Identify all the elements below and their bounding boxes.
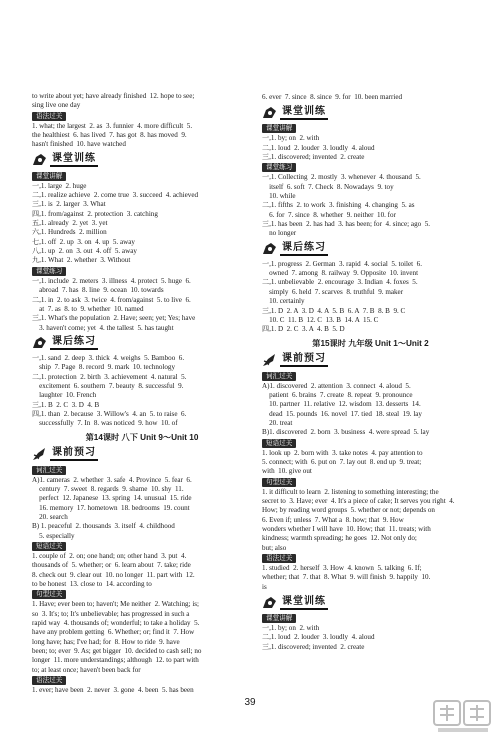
section-tag: 课堂讲解: [32, 172, 66, 181]
rocket-icon: [262, 353, 278, 367]
vocab-answers: A)1. cameras 2. whether 3. safe 4. Province 5. fear 6. century 7. sweet 8. regards 9. shame 10. shy 11. perfect 12. Japanese 13. spring 14. unusual 15. ride 16. memory 17. hometown 18. bedrooms 19. count 20. search B) 1. peaceful 2. thousands 3. itself 4. childhood 5. especially: [32, 475, 192, 540]
section-tag: 课堂讲解: [262, 124, 296, 133]
grammar-answers: 1. studied 2. herself 3. How 4. known 5. talking 6. If; whether; that 7. that 8. What 9. will finish 9. happily 10. is: [262, 564, 431, 591]
section-banner: [262, 104, 479, 121]
section-banner: [262, 594, 479, 611]
pencil-icon: [262, 242, 278, 256]
section-banner: [262, 352, 479, 369]
section-tag: 短语过关: [32, 542, 66, 551]
pencil-icon: [32, 153, 48, 167]
section-banner: [32, 335, 252, 352]
banner-title: 课堂训练: [280, 596, 328, 610]
left-top-text: to write about yet; have already finished 12. hope to see; sing live one day: [32, 92, 195, 110]
section-tag: 词汇过关: [32, 466, 66, 475]
section-tag: 课堂练习: [32, 267, 66, 276]
homework-answers: 一,1. progress 2. German 3. rapid 4. social 5. toilet 6. owned 7. among 8. railway 9. Opposite 10. invent 二,1. unbelievable 2. encourage 3. Indian 4. foxes 5. simply 6. held 7. scarves 8. truthful 9. maker 10. certainly 三,1. D 2. A 3. D 4. A 5. B 6. A 7. B 8. B 9. C 10. C 11. B 12. C 13. B 14. A 15. C 四,1. D 2. C 3. A 4. B 5. D: [262, 259, 422, 334]
phrase-answers: 1. couple of 2. on; one hand; on; other hand 3. put 4. thousands of 5. whether; or 6. learn about 7. take; ride 8. check out 9. clear out 10. no longer 11. part with 12. to be honest 13. close to 14. according to: [32, 552, 195, 589]
banner-title: 课前预习: [280, 353, 328, 367]
section-tag: 语法过关: [32, 676, 66, 685]
banner-title: 课前预习: [50, 447, 98, 461]
homework-answers: 一,1. sand 2. deep 3. thick 4. weighs 5. Bamboo 6. ship 7. Page 8. record 9. mark 10. technology 二,1. protection 2. birth 3. achievement 4. natural 5. excitement 6. southern 7. beauty 8. successful 9. laughter 10. French 三,1. B 2. C 3. D 4. B 四,1. than 2. because 3. Willow's 4. an 5. to raise 6. successfully 7. In 8. was noticed 9. how 10. of: [32, 353, 187, 428]
grammar-answers: 1. ever; have been 2. never 3. gone 4. been 5. has been: [32, 686, 194, 695]
phrase-answers: 1. look up 2. born with 3. take notes 4. pay attention to 5. connect; with 6. put on 7. lay out 8. end up 9. treat; with 10. give out: [262, 448, 423, 476]
section-banner: [32, 152, 252, 169]
section-tag: 课堂讲解: [262, 614, 296, 623]
banner-title: 课堂训练: [50, 153, 98, 167]
section-tag: 句型过关: [262, 478, 296, 487]
pencil-icon: [262, 596, 278, 610]
banner-title: 课堂训练: [280, 106, 328, 120]
lesson-title: 第15课时 九年级 Unit 1～Unit 2: [312, 338, 429, 348]
practice-answers: 一,1. Collecting 2. mostly 3. whenever 4. thousand 5. itself 6. soft 7. Check 8. Nowadays 9. toy 10. while 二,1. fifths 2. to work 3. finishing 4. changing 5. as 6. for 7. since 8. whether 9. neither 10. for 三,1. has been 2. has had 3. has been; for 4. since; ago 5. no longer: [262, 173, 431, 238]
banner-title: 课后练习: [280, 242, 328, 256]
section-tag: 课堂练习: [262, 163, 296, 172]
left-column: [32, 92, 252, 696]
sentence-answers: 1. it difficult to learn 2. listening to something interesting; the secret to 3. Have; ever 4. It's a piece of cake; It serves you right 4. How; by reading word groups 5. whether or not; depends on 6. Even if; unless 7. What a 8. how; that 9. How wonders whether I will have 10. How; that 11. treats; with kindness; warmth spreading; he goes 12. Not only do; but; also: [262, 487, 455, 552]
pencil-icon: [262, 106, 278, 120]
right-top-text: 6. ever 7. since 8. since 9. for 10. been married: [262, 93, 403, 101]
section-banner: [262, 241, 479, 258]
explain-answers: 一,1. large 2. huge 二,1. realize achieve 2. come true 3. succeed 4. achieved 三,1. is 2. larger 3. What 四,1. from/against 2. protection 3. catching 五,1. already 2. yet 3. yet 六,1. Hundreds 2. million 七,1. off 2. up 3. on 4. up 5. away 八,1. up 2. on 3. out 4. off 5. away 九,1. What 2. whether 3. Without: [32, 181, 199, 265]
section-tag: 句型过关: [32, 590, 66, 599]
explain-answers: 一,1. by; on 2. with 二,1. loud 2. louder 3. loudly 4. aloud 三,1. discovered; invented 2. create: [262, 134, 375, 162]
section-banner: [32, 446, 252, 463]
grammar-answers: 1. what; the largest 2. as 3. funnier 4. more difficult 5. the healthiest 6. has lived 7. has got 8. has moved 9. hasn't finished 10. have watched: [32, 121, 193, 149]
page-number: 39: [244, 697, 256, 708]
rocket-icon: [32, 447, 48, 461]
section-tag: 词汇过关: [262, 372, 296, 381]
section-tag: 语法过关: [32, 112, 66, 121]
watermark-logo: [432, 695, 494, 735]
sentence-answers: 1. Have; ever been to; haven't; Me neither 2. Watching; is; so 3. It's; to; It's unbelievable; has progressed in such a rapid way 4. thousands of; wonderful; to take a holiday 5. have any problem getting 6. Whether; or; find it 7. How long have; has; I've had; for 8. How to ride 9. have been; to; ever 9. As; get bigger 10. decided to cash sell; no longer 11. more understandings; although 12. to part with to; at least once; haven't been back for: [32, 600, 202, 674]
right-column: [262, 93, 479, 652]
section-tag: 语法过关: [262, 554, 296, 563]
explain-answers: 一,1. by; on 2. with 二,1. loud 2. louder 3. loudly 4. aloud 三,1. discovered; invented 2. create: [262, 624, 375, 651]
vocab-answers: A)1. discovered 2. attention 3. connect 4. aloud 5. patient 6. brains 7. create 8. repeat 9. pronounce 10. partner 11. relative 12. wisdom 13. desserts 14. dead 15. pounds 16. novel 17. tied 18. steal 19. lay 20. treat B)1. discovered 2. born 3. business 4. were spread 5. lay: [262, 381, 430, 437]
lesson-title: 第14课时 八下 Unit 9～Unit 10: [85, 432, 199, 442]
section-tag: 短语过关: [262, 439, 296, 448]
practice-answers: 一,1. include 2. meters 3. illness 4. protect 5. huge 6. abroad 7. has 8. line 9. ocean 10. towards 二,1. in 2. to ask 3. twice 4. from/against 5. to live 6. at 7. as 8. to 9. whether 10. named 三,1. What's the population 2. Have; seen; yet; Yes; have 3. haven't come; yet 4. the tallest 5. has taught: [32, 276, 196, 332]
pencil-icon: [32, 336, 48, 350]
banner-title: 课后练习: [50, 336, 98, 350]
